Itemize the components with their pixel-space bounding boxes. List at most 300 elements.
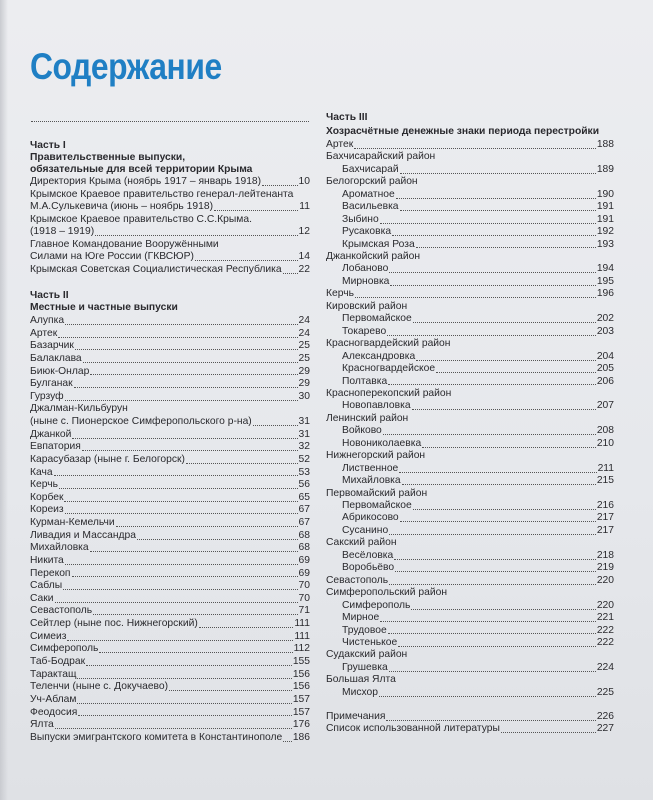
toc-entry-title: Лиственное [342,462,399,474]
district-label: Красногвардейский район [326,338,451,350]
dot-leader [65,323,297,325]
dot-leader [402,483,596,485]
toc-entry [30,504,310,516]
toc-entry-title: М.А.Сулькевича (июнь – ноябрь 1918) [30,201,213,213]
dot-leader [137,538,298,540]
toc-entry-page: 196 [596,288,614,300]
toc-entry [30,669,310,681]
toc-entry [342,612,614,624]
toc-entry-page: 29 [298,365,310,377]
dot-leader [63,588,297,590]
toc-entry [30,656,310,668]
toc-entry-page: 193 [596,238,614,250]
toc-entry-end [326,711,614,723]
toc-entry [342,625,614,637]
toc-entry-page: 220 [596,574,614,586]
dot-leader [389,533,596,535]
toc-entry-page: 206 [596,375,614,387]
dot-leader [388,383,596,385]
toc-entry [342,550,614,562]
toc-entry-title: Новониколаевка [342,437,422,449]
toc-entry [342,313,614,325]
toc-entry-title: Феодосия [30,706,78,718]
toc-entry [30,328,310,340]
district-label: Белогорский район [326,176,418,188]
toc-entry [30,441,310,453]
toc-entry-page: 156 [292,668,310,680]
toc-entry-title: Новопавловка [342,400,411,412]
toc-entry-page: 22 [298,263,310,275]
toc-entry [342,226,614,238]
toc-entry-title: Гурзуф [30,390,64,402]
dot-leader [195,259,298,261]
toc-entry-title: Ялта [30,719,54,731]
toc-entry-page: 191 [596,213,614,225]
toc-entry-page: 11 [299,201,310,213]
toc-entry-title: Никита [30,554,64,566]
district-label: Большая Ялта [326,674,396,686]
part-heading: Хозрасчётные денежные знаки периода перестройки [326,126,600,137]
dot-leader [380,620,596,622]
toc-entry-title: Первомайское [342,313,412,325]
toc-entry-page: 224 [596,661,614,673]
dot-leader [400,209,596,211]
toc-entry-page: 155 [292,655,310,667]
toc-entry-title: Грушевка [342,661,388,673]
dot-leader [399,471,596,473]
toc-entry-page: 112 [293,643,310,655]
toc-entry-page: 210 [596,437,614,449]
toc-entry-page: 157 [292,693,310,705]
toc-entry-title: Ароматное [342,188,395,200]
dot-leader [436,371,596,373]
toc-entry [30,580,310,592]
toc-entry-page: 111 [294,630,310,642]
district-label: Джанкойский район [326,251,421,263]
toc-entry-page: 217 [596,524,614,536]
toc-entry [342,475,614,487]
toc-entry [342,425,614,437]
toc-entry [30,467,310,479]
toc-entry [342,500,614,512]
toc-entry [342,376,614,388]
dot-leader [389,670,596,672]
toc-entry [342,201,614,213]
toc-entry [342,351,614,363]
toc-entry-title: Керчь [30,479,58,491]
toc-entry-page: 25 [298,340,310,352]
toc-entry [342,214,614,226]
district-label: Красноперекопский район [326,388,452,399]
toc-entry-title: Теленчи (ныне с. Докучаево) [30,681,169,693]
dot-leader [379,695,596,697]
toc-entry [30,378,310,390]
toc-entry [342,463,614,475]
toc-entry-page: 67 [298,504,310,516]
dot-leader [86,664,292,666]
toc-entry-title: Кача [30,466,53,478]
toc-entry [342,326,614,338]
toc-entry-title: Крымское Краевое правительство С.С.Крыма. [30,214,252,225]
toc-entry-title: Джалман-Кильбурун [30,403,128,415]
toc-entry [342,363,614,375]
toc-entry [30,681,310,693]
dot-leader [59,487,298,489]
dot-leader [398,645,596,647]
dot-leader [386,719,595,721]
toc-entry [30,631,310,643]
toc-entry-page: 31 [298,416,310,428]
toc-entry [30,643,310,655]
part-heading: Правительственные выпуски, [30,152,186,163]
dot-leader [65,512,298,514]
toc-entry [30,555,310,567]
toc-entry [30,492,310,504]
dot-leader [413,321,596,323]
dot-leader [90,550,298,552]
toc-entry-title: Выпуски эмигрантского комитета в Константинополе [30,731,283,743]
toc-entry-page: 69 [298,554,310,566]
toc-entry [30,340,310,352]
dot-leader [169,689,292,691]
dot-leader [31,120,309,122]
toc-entry-page: 69 [298,567,310,579]
toc-entry-page: 24 [298,314,310,326]
toc-entry [30,479,310,491]
part-label: Часть I [30,140,66,151]
toc-entry-title: Алупка [30,314,65,326]
toc-entry-title: Булганак [30,378,73,390]
toc-entry-page: 211 [597,462,614,474]
toc-entry-page: 31 [298,428,310,440]
dot-leader [82,449,298,451]
dot-leader [416,246,596,248]
toc-entry-page: 189 [596,163,614,175]
toc-entry-page: 65 [298,491,310,503]
toc-entry-page: 68 [298,529,310,541]
toc-entry-title: Михайловка [342,475,401,487]
toc-entry-page: 10 [298,176,310,188]
toc-entry-page: 205 [596,363,614,375]
dot-leader [387,334,596,336]
dot-leader [64,500,297,502]
toc-entry-title: Сейтлер (ныне пос. Нижнегорский) [30,618,198,630]
toc-entry-page: 52 [298,453,310,465]
dot-leader [72,575,298,577]
toc-entry-page: 225 [596,686,614,698]
toc-entry-page: 208 [596,425,614,437]
dot-leader [77,677,291,679]
dot-leader [116,525,298,527]
toc-entry-title: Михайловка [30,542,89,554]
toc-entry-title: Мирное [342,612,380,624]
toc-entry [342,400,614,412]
toc-entry-title: Кореиз [30,504,64,516]
toc-entry [30,542,310,554]
toc-entry [30,202,310,214]
dot-leader [262,184,297,186]
toc-entry [30,568,310,580]
dot-leader [400,172,596,174]
toc-entry-page: 56 [298,479,310,491]
toc-entry-page: 186 [292,731,310,743]
dot-leader [186,462,298,464]
dot-leader [412,408,596,410]
dot-leader [67,639,293,641]
toc-entry-page: 216 [596,500,614,512]
toc-entry-title: Мисхор [342,686,378,698]
toc-entry-title: Тарактащ [30,668,77,680]
toc-entry-title: Симеиз [30,630,67,642]
toc-entry-title: Лобаново [342,263,389,275]
part-label: Часть III [326,112,368,123]
dot-leader [501,731,596,733]
dot-leader [199,626,294,628]
toc-entry [30,618,310,630]
toc-entry [30,707,310,719]
dot-leader [422,446,596,448]
dot-leader [411,608,595,610]
toc-entry-title: Бахчисарай [342,163,399,175]
toc-entry-page: 220 [596,599,614,611]
toc-entry-page: 219 [596,562,614,574]
page-spine-shadow [0,0,8,800]
toc-entry-page: 70 [298,580,310,592]
toc-entry-page: 221 [596,612,614,624]
toc-entry-title: Таб-Бодрак [30,655,86,667]
toc-entry [30,593,310,605]
toc-entry-title: Симферополь [30,643,99,655]
toc-entry-page: 12 [298,226,310,238]
toc-entry [30,517,310,529]
dot-leader [380,222,596,224]
toc-entry-title: Воробьёво [342,562,395,574]
toc-entry-title: Керчь [326,288,354,300]
toc-entry-page: 218 [596,549,614,561]
toc-entry-title: Артек [326,138,354,150]
dot-leader [93,613,297,615]
toc-entry-page: 111 [294,618,310,630]
toc-entry-title: Чистенькое [342,636,398,648]
toc-entry-page: 226 [596,710,614,722]
toc-entry-page: 156 [292,681,310,693]
toc-entry-page: 25 [298,352,310,364]
dot-leader [392,234,596,236]
toc-entry-page: 71 [298,605,310,617]
toc-entry-page: 14 [298,251,310,263]
dot-leader [413,508,596,510]
toc-entry-title: Абрикосово [342,512,399,524]
toc-entry [342,687,614,699]
dot-leader [389,583,596,585]
dot-leader [416,359,596,361]
toc-entry-page: 191 [596,201,614,213]
dot-leader [75,348,298,350]
toc-entry [30,429,310,441]
toc-entry [326,575,614,587]
toc-entry-page: 222 [596,636,614,648]
toc-entry [326,288,614,300]
dot-leader [55,727,292,729]
dot-leader [395,570,596,572]
toc-entry-page: 195 [596,275,614,287]
toc-entry-title: Полтавка [342,375,388,387]
district-label: Сакский район [326,537,397,549]
toc-entry [342,276,614,288]
toc-entry-page: 207 [596,400,614,412]
district-label: Симферопольский район [326,587,448,599]
part-heading: обязательные для всей территории Крыма [30,164,253,175]
toc-entry-title: Перекоп [30,567,71,579]
toc-entry-title: Главное Командование Вооружёнными [30,239,219,250]
toc-entry-page: 202 [596,313,614,325]
toc-entry [342,562,614,574]
toc-entry-title: Список использованной литературы [326,723,500,735]
toc-entry-title: Силами на Юге России (ГКВСЮР) [30,251,194,263]
part-label: Часть II [30,290,69,301]
toc-entry-title: Сусанино [342,524,389,536]
toc-entry-page: 29 [298,378,310,390]
dot-leader [65,563,298,565]
toc-entry [30,353,310,365]
district-label: Ленинский район [326,412,409,424]
toc-entry-title: Трудовое [342,624,387,636]
toc-entry-page: 215 [596,475,614,487]
dot-leader [253,424,298,426]
toc-entry-title: Русаковка [342,226,392,238]
district-label: Бахчисарайский район [326,151,436,163]
toc-entry-title: Уч-Аблам [30,693,77,705]
toc-entry [30,416,310,428]
toc-entry-page: 70 [298,592,310,604]
toc-entry-page: 190 [596,188,614,200]
toc-entry [342,513,614,525]
toc-entry [30,252,310,264]
toc-entry-page: 24 [298,327,310,339]
toc-entry [342,164,614,176]
toc-entry-title: Карасубазар (ныне г. Белогорск) [30,453,185,465]
toc-entry-title: Крымская Советская Социалистическая Республика [30,263,282,275]
dot-leader [283,740,292,742]
district-label: Нижнегорский район [326,450,426,462]
toc-entry-title: Красногвардейское [342,363,436,375]
toc-entry [342,239,614,251]
toc-entry-end [326,724,614,736]
toc-entry-title: Васильевка [342,201,399,213]
toc-entry-title: Базарчик [30,340,74,352]
toc-entry-page: 188 [596,138,614,150]
dot-leader [389,271,595,273]
toc-entry-page: 194 [596,263,614,275]
toc-entry [30,605,310,617]
toc-entry-page: 192 [596,226,614,238]
toc-entry-page: 204 [596,350,614,362]
toc-entry [30,227,310,239]
toc-entry-title: (ныне с. Пионерское Симферопольского р-на) [30,416,252,428]
district-label: Первомайский район [326,487,428,499]
toc-entry [30,530,310,542]
toc-entry [342,189,614,201]
toc-entry-title: Евпатория [30,441,81,453]
page-title: Содержание [30,46,222,87]
toc-entry-title: Балаклава [30,352,82,364]
toc-entry [342,438,614,450]
dot-leader [83,361,298,363]
toc-entry-title: Первомайское [342,500,412,512]
toc-entry [342,600,614,612]
toc-entry-page: 176 [292,719,310,731]
toc-entry [342,525,614,537]
toc-entry [30,694,310,706]
district-label: Судакский район [326,649,408,661]
toc-entry-title: Войково [342,425,382,437]
toc-entry-title: Токарево [342,325,387,337]
toc-entry-page: 68 [298,542,310,554]
toc-entry-title: Ливадия и Массандра [30,529,136,541]
dot-leader [355,296,596,298]
toc-entry-title: Саки [30,592,54,604]
toc-entry-page: 217 [596,512,614,524]
dot-leader [55,601,298,603]
part-heading: Местные и частные выпуски [30,302,178,313]
dot-leader [54,474,298,476]
toc-entry-title: Крымская Роза [342,238,415,250]
toc-entry-title: Курман-Кемельчи [30,517,115,529]
dot-leader [72,437,297,439]
toc-entry-page: 32 [298,441,310,453]
dot-leader [394,558,596,560]
toc-entry-page: 203 [596,325,614,337]
toc-entry-title: Александровка [342,350,416,362]
dot-leader [95,234,297,236]
dot-leader [99,651,292,653]
dot-leader [354,147,596,149]
toc-entry-title: Корбек [30,491,64,503]
toc-entry [342,637,614,649]
dot-leader [74,386,298,388]
toc-entry [30,391,310,403]
toc-entry-title: Мирновка [342,275,390,287]
dot-leader [396,197,596,199]
toc-entry [342,662,614,674]
toc-entry [326,139,614,151]
toc-entry [342,264,614,276]
dot-leader [78,714,292,716]
toc-entry-intro [30,112,310,124]
toc-entry-page: 222 [596,624,614,636]
toc-entry [30,454,310,466]
dot-leader [283,272,298,274]
toc-entry-page: 227 [596,723,614,735]
toc-entry-title: Севастополь [326,574,389,586]
dot-leader [390,284,595,286]
toc-entry [30,264,310,276]
toc-entry-title: (1918 – 1919) [30,226,95,238]
dot-leader [77,702,291,704]
toc-entry [30,719,310,731]
toc-entry-page: 30 [298,390,310,402]
dot-leader [388,632,596,634]
toc-entry-title: Весёловка [342,549,394,561]
toc-entry-title: Севастополь [30,605,93,617]
toc-entry [30,315,310,327]
toc-entry-title: Симферополь [342,599,411,611]
dot-leader [214,209,298,211]
dot-leader [400,520,596,522]
toc-entry [30,177,310,189]
district-label: Кировский район [326,300,408,312]
toc-entry-page: 53 [298,466,310,478]
